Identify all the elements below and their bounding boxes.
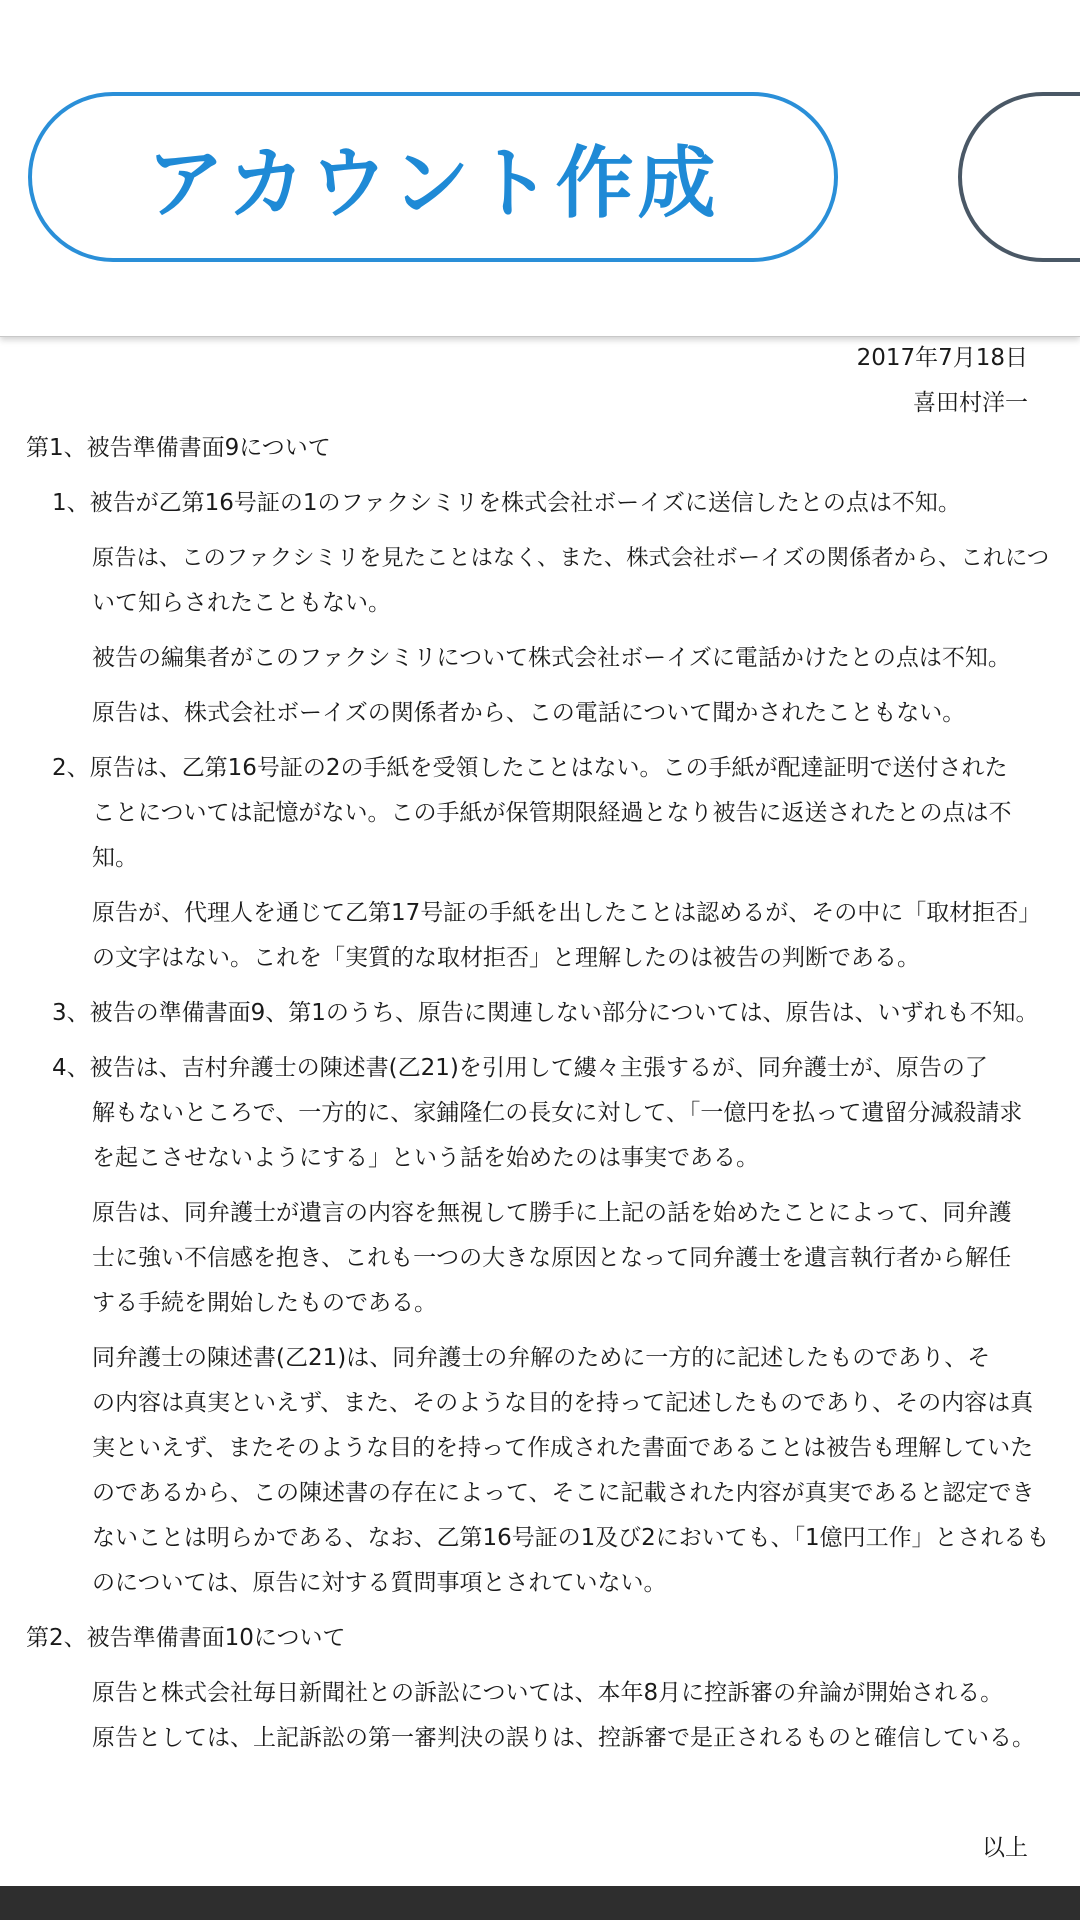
paragraph-line: 被告の編集者がこのファクシミリについて株式会社ボーイズに電話かけたとの点は不知。 [92, 645, 1011, 671]
paragraph-line: 4、被告は、吉村弁護士の陳述書(乙21)を引用して縷々主張するが、同弁護士が、原告の了 [52, 1055, 988, 1081]
paragraph-line: 3、被告の準備書面9、第1のうち、原告に関連しない部分については、原告は、いずれも不知。 [52, 1000, 1039, 1026]
document-date: 2017年7月18日 [856, 345, 1028, 371]
app-header [0, 0, 1080, 337]
paragraph-line: のであるから、この陳述書の存在によって、そこに記載された内容が真実であると認定でき [92, 1480, 1035, 1506]
paragraph-line: 同弁護士の陳述書(乙21)は、同弁護士の弁解のために一方的に記述したものであり、そ [92, 1345, 991, 1371]
paragraph-line: の内容は真実といえず、また、そのような目的を持って記述したものであり、その内容は真 [92, 1390, 1034, 1416]
create-account-label: アカウント作成 [146, 139, 720, 229]
paragraph-line: 1、被告が乙第16号証の1のファクシミリを株式会社ボーイズに送信したとの点は不知。 [52, 490, 961, 516]
paragraph-line: 原告は、同弁護士が遺言の内容を無視して勝手に上記の話を始めたことによって、同弁護 [92, 1200, 1012, 1226]
paragraph-line: する手続を開始したものである。 [92, 1290, 437, 1316]
paragraph-line: 原告は、株式会社ボーイズの関係者から、この電話について聞かされたこともない。 [92, 700, 966, 726]
paragraph-line: 実といえず、またそのような目的を持って作成された書面であることは被告も理解していた [92, 1435, 1034, 1461]
section-heading: 第1、被告準備書面9について [26, 435, 331, 461]
section-heading: 第2、被告準備書面10について [26, 1625, 346, 1651]
paragraph-line: を起こさせないようにする」という話を始めたのは事実である。 [92, 1145, 759, 1171]
document-author: 喜田村洋一 [913, 390, 1028, 416]
document-closing: 以上 [982, 1835, 1028, 1861]
create-account-button[interactable] [28, 92, 838, 262]
paragraph-line: 原告は、このファクシミリを見たことはなく、また、株式会社ボーイズの関係者から、これにつ [92, 545, 1050, 571]
bottom-bar [0, 1886, 1080, 1920]
paragraph-line: 解もないところで、一方的に、家鋪隆仁の長女に対して、「一億円を払って遺留分減殺請求 [92, 1100, 1023, 1126]
paragraph-line: 知。 [92, 845, 138, 871]
paragraph-line: 原告が、代理人を通じて乙第17号証の手紙を出したことは認めるが、その中に「取材拒否」 [92, 900, 1042, 926]
paragraph-line: 士に強い不信感を抱き、これも一つの大きな原因となって同弁護士を遺言執行者から解任 [92, 1245, 1012, 1271]
paragraph-line: のについては、原告に対する質問事項とされていない。 [92, 1570, 667, 1596]
paragraph-line: ないことは明らかである、なお、乙第16号証の1及び2においても、「1億円工作」とされるも [92, 1525, 1050, 1551]
paragraph-line: 原告と株式会社毎日新聞社との訴訟については、本年8月に控訴審の弁論が開始される。 [92, 1680, 1004, 1706]
document-body [0, 336, 1080, 1886]
paragraph-line: の文字はない。これを「実質的な取材拒否」と理解したのは被告の判断である。 [92, 945, 920, 971]
paragraph-line: ことについては記憶がない。この手紙が保管期限経過となり被告に返送されたとの点は不 [92, 800, 1012, 826]
paragraph-line: いて知らされたこともない。 [92, 590, 391, 616]
paragraph-line: 原告としては、上記訴訟の第一審判決の誤りは、控訴審で是正されるものと確信している。 [92, 1725, 1035, 1751]
paragraph-line: 2、原告は、乙第16号証の2の手紙を受領したことはない。この手紙が配達証明で送付された [52, 755, 1008, 781]
secondary-button[interactable] [958, 92, 1080, 262]
